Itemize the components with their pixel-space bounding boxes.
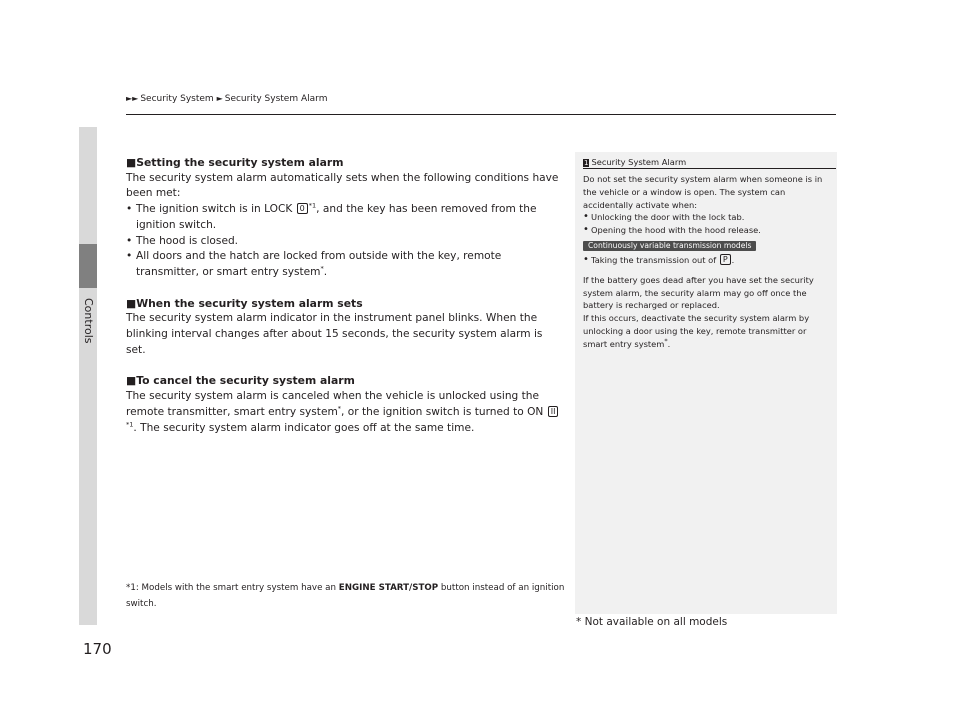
breadcrumb-item[interactable]: Security System Alarm xyxy=(224,94,328,104)
footnote-ref[interactable]: *1 xyxy=(126,420,134,429)
sidebar-heading xyxy=(583,157,686,167)
section-title: To cancel the security system alarm xyxy=(136,374,355,388)
breadcrumb-arrow-icon: ►► xyxy=(126,94,139,103)
section-title: When the security system alarm sets xyxy=(136,296,363,310)
sidebar-title: Security System Alarm xyxy=(591,157,687,167)
square-bullet-icon: ■ xyxy=(126,156,137,169)
asterisk-ref: * xyxy=(337,404,342,413)
breadcrumb-arrow-icon: ► xyxy=(216,94,223,103)
sidebar-body xyxy=(583,173,833,351)
sidebar-paragraph: If the battery goes dead after you have set the security system alarm, the security alarm may go off once the battery is recharged or replaced. xyxy=(583,274,814,311)
sidebar-paragraph: Do not set the security system alarm when someone is in the vehicle or a window is open. The system can accidentally activate when: xyxy=(583,174,823,210)
list-item: • All doors and the hatch are locked from outside with the key, remote transmitter, or smart entry system*. xyxy=(126,249,560,280)
key-position-p: P xyxy=(720,254,731,265)
list-item: • Taking the transmission out of P . xyxy=(583,254,833,267)
asterisk-ref: * xyxy=(664,337,668,345)
key-position-ii: II xyxy=(548,406,559,417)
sidebar-rule xyxy=(583,168,836,169)
side-tab-track xyxy=(79,127,97,625)
side-tab-label: Controls xyxy=(82,298,95,344)
footnote-ref[interactable]: *1 xyxy=(308,201,317,210)
sidebar-paragraph: If this occurs, deactivate the security system alarm by unlocking a door using the key, remote transmitter or smart entry system*. xyxy=(583,313,810,349)
section-intro: The security system alarm automatically sets when the following conditions have been met: xyxy=(126,171,559,200)
section-title: Setting the security system alarm xyxy=(136,156,344,169)
list-item: • Opening the hood with the hood release. xyxy=(583,224,833,237)
section-heading xyxy=(126,296,560,312)
list-item: • The hood is closed. xyxy=(126,234,560,250)
section-heading xyxy=(126,155,560,171)
key-position-0: 0 xyxy=(297,203,308,214)
section-body: The security system alarm indicator in the instrument panel blinks. When the blinking interval changes after about 15 seconds, the security system alarm is set. xyxy=(126,312,543,356)
square-bullet-icon: ■ xyxy=(126,296,137,310)
section-heading xyxy=(126,373,560,389)
breadcrumb-item[interactable]: Security System xyxy=(140,94,214,104)
section-body: The security system alarm is canceled when the vehicle is unlocked using the remote transmitter, smart entry system*, or the ignition switch is turned to ON II$^{*1}$. The security system alarm indicator goes off at the same time. xyxy=(126,389,560,436)
list-item: • Unlocking the door with the lock tab. xyxy=(583,211,833,224)
engine-start-stop-label: ENGINE START/STOP xyxy=(338,583,439,593)
breadcrumb xyxy=(126,94,327,104)
sidebar-list xyxy=(583,254,833,267)
sidebar-list xyxy=(583,211,833,237)
square-bullet-icon: ■ xyxy=(126,374,137,388)
main-content xyxy=(126,155,560,436)
footnote: *1: Models with the smart entry system have an ENGINE START/STOP button instead of an ignition switch. xyxy=(126,583,565,609)
page-number: 170 xyxy=(83,640,112,658)
conditions-list xyxy=(126,202,560,281)
header-rule xyxy=(126,114,836,115)
availability-note: * Not available on all models xyxy=(576,616,728,628)
asterisk-ref: * xyxy=(320,264,324,273)
side-tab-marker xyxy=(79,244,97,288)
model-tag: Continuously variable transmission models xyxy=(583,241,756,251)
list-item: • The ignition switch is in LOCK 0 $^{*1}$, and the key has been removed from the ignition switch. xyxy=(126,202,560,233)
reference-number-badge: 1 xyxy=(584,159,589,167)
